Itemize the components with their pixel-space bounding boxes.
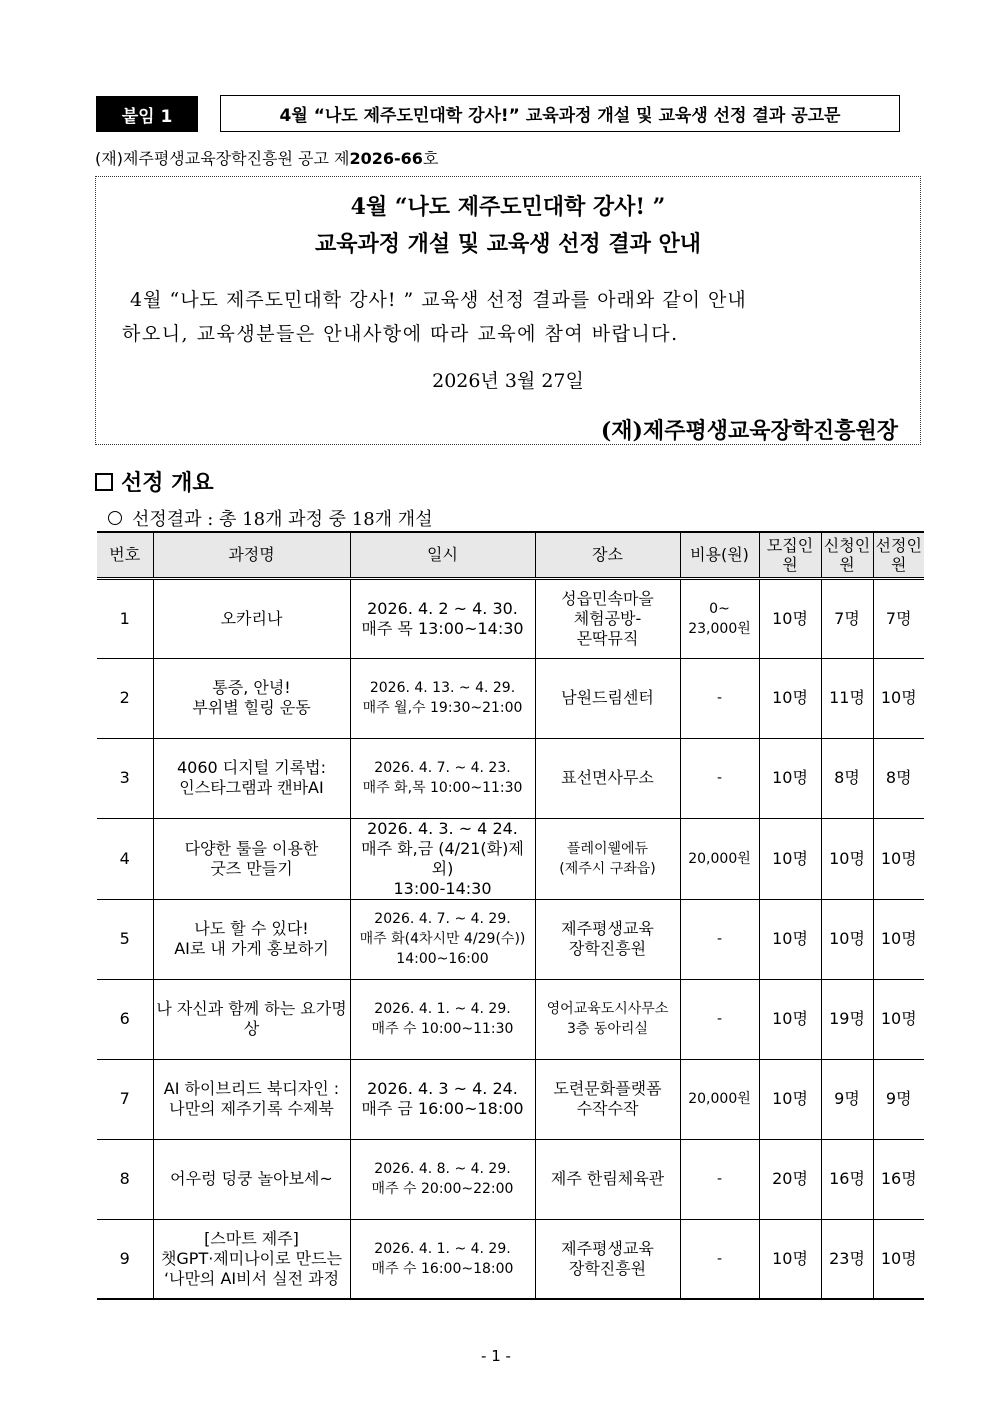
- cell-place-text: 장학진흥원: [568, 1258, 647, 1278]
- cell-course-text: ‘나만의 AI비서 실전 과정: [163, 1268, 340, 1288]
- column-header: [873, 532, 924, 578]
- cell-no-text: 7: [119, 1089, 130, 1108]
- table-row: [97, 818, 924, 899]
- cell-applied-text: 19명: [829, 1009, 865, 1028]
- cell-cost-text: -: [716, 1250, 723, 1267]
- cell-applied: [821, 899, 873, 979]
- column-header-text: 인원: [839, 535, 871, 574]
- cell-applied: [821, 818, 873, 899]
- column-header: [350, 532, 535, 578]
- result-summary: [108, 505, 433, 531]
- cell-applied: [821, 1139, 873, 1219]
- cell-selected-text: 9명: [885, 1089, 912, 1108]
- cell-capacity: [759, 1059, 821, 1139]
- cell-course-text: AI로 내 가게 홍보하기: [174, 939, 329, 958]
- cell-schedule-text: 2026. 4. 2 ~ 4. 30.: [367, 598, 518, 618]
- cell-place: [535, 738, 680, 818]
- cell-schedule-text: 14:00~16:00: [396, 951, 489, 967]
- cell-cost: [680, 818, 759, 899]
- cell-course: [153, 1139, 350, 1219]
- cell-applied: [821, 738, 873, 818]
- column-header: [153, 532, 350, 578]
- checkbox-square-icon: [95, 473, 113, 491]
- column-header-text: 장소: [592, 545, 623, 565]
- column-header-text: 일시: [427, 545, 458, 565]
- cell-cost-text: 0~: [709, 600, 730, 617]
- cell-cost-text: -: [716, 931, 723, 947]
- notice-suffix: 호: [422, 149, 439, 168]
- cell-place-text: 제주평생교육: [561, 919, 654, 938]
- cell-place-text: 영어교육도시사무소: [546, 1001, 669, 1017]
- cell-selected: [873, 979, 924, 1059]
- cell-cost-text: -: [716, 1011, 723, 1027]
- cell-cost: [680, 899, 759, 979]
- cell-no-text: 8: [119, 1169, 130, 1188]
- cell-no: [97, 979, 153, 1059]
- cell-schedule: [350, 738, 535, 818]
- cell-no: [97, 818, 153, 899]
- section-title: 선정 개요: [121, 471, 214, 496]
- table-row: [97, 899, 924, 979]
- cell-applied-text: 11명: [829, 688, 865, 707]
- cell-course-text: AI 하이브리드 북디자인 :: [163, 1079, 340, 1098]
- cell-course: [153, 1219, 350, 1299]
- column-header: [680, 532, 759, 578]
- cell-selected-text: 10명: [880, 1248, 917, 1268]
- cell-no-text: 2: [119, 688, 130, 707]
- cell-no-text: 5: [119, 929, 130, 948]
- cell-schedule: [350, 979, 535, 1059]
- column-header-text: 선정: [875, 535, 907, 555]
- cell-schedule: [350, 658, 535, 738]
- cell-applied-text: 7명: [834, 608, 860, 628]
- cell-course: [153, 738, 350, 818]
- cell-course: [153, 1059, 350, 1139]
- cell-capacity: [759, 658, 821, 738]
- cell-place: [535, 658, 680, 738]
- notice-prefix: (재)제주평생교육장학진흥원 공고 제: [95, 149, 350, 168]
- cell-schedule-text: 매주 화(4차시만 4/29(수)): [359, 931, 526, 947]
- attachment-badge: 붙임 1: [96, 96, 198, 132]
- cell-capacity-text: 10명: [772, 688, 808, 707]
- cell-course-text: 굿즈 만들기: [210, 858, 293, 878]
- cell-capacity: [759, 1219, 821, 1299]
- cell-course-text: 나만의 제주기록 수제북: [169, 1099, 334, 1118]
- cell-place-text: 표선면사무소: [561, 768, 654, 787]
- cell-course: [153, 658, 350, 738]
- cell-no-text: 6: [119, 1009, 130, 1028]
- cell-cost-text: -: [716, 690, 723, 706]
- cell-place-text: 체험공방-: [573, 608, 642, 628]
- cell-cost-text: -: [716, 1171, 723, 1187]
- cell-place-text: 제주평생교육: [561, 1238, 654, 1258]
- cell-schedule-text: 2026. 4. 3. ~ 4 24.: [367, 818, 518, 838]
- announcement-heading-1: 4월 “나도 제주도민대학 강사! ”: [350, 194, 666, 220]
- cell-course-text: 다양한 툴을 이용한: [184, 838, 319, 858]
- cell-schedule: [350, 899, 535, 979]
- cell-cost: [680, 1139, 759, 1219]
- announcement-signer: (재)제주평생교육장학진흥원장: [600, 418, 898, 444]
- table-row: [97, 578, 924, 658]
- column-header-text: 인원: [891, 535, 922, 574]
- cell-selected: [873, 1139, 924, 1219]
- cell-schedule-text: 2026. 4. 7. ~ 4. 23.: [374, 760, 511, 776]
- cell-capacity-text: 10명: [772, 608, 808, 628]
- result-summary-text: 선정결과 : 총 18개 과정 중 18개 개설: [132, 509, 433, 530]
- cell-capacity: [759, 578, 821, 658]
- cell-course: [153, 899, 350, 979]
- cell-cost: [680, 658, 759, 738]
- cell-course: [153, 979, 350, 1059]
- cell-place: [535, 1219, 680, 1299]
- cell-place-text: 3층 동아리실: [567, 1021, 648, 1037]
- cell-selected: [873, 738, 924, 818]
- cell-cost-text: 20,000원: [688, 1091, 751, 1107]
- cell-course-text: 나도 할 수 있다!: [194, 919, 309, 938]
- cell-place-text: 장학진흥원: [568, 939, 647, 958]
- cell-schedule-text: 매주 수 20:00~22:00: [371, 1181, 514, 1197]
- cell-schedule: [350, 1059, 535, 1139]
- cell-place-text: 몬딱뮤직: [576, 628, 639, 648]
- announcement-date: 2026년 3월 27일: [432, 370, 584, 392]
- cell-schedule-text: 2026. 4. 3 ~ 4. 24.: [367, 1079, 518, 1098]
- column-header: [535, 532, 680, 578]
- cell-capacity-text: 10명: [772, 768, 808, 787]
- column-header-text: 신청: [823, 535, 855, 555]
- cell-course-text: 어우렁 덩쿵 놀아보세~: [170, 1169, 333, 1188]
- cell-schedule: [350, 818, 535, 899]
- column-header-text: 번호: [109, 545, 141, 565]
- cell-no: [97, 578, 153, 658]
- cell-schedule-text: 13:00-14:30: [393, 878, 492, 898]
- cell-place: [535, 979, 680, 1059]
- cell-course-text: 인스타그램과 캔바AI: [179, 778, 324, 797]
- cell-applied: [821, 1059, 873, 1139]
- cell-course-text: 나 자신과 함께 하는 요가명상: [156, 999, 347, 1038]
- notice-number: [95, 146, 438, 169]
- cell-place-text: 성읍민속마을: [561, 588, 654, 608]
- cell-selected: [873, 818, 924, 899]
- cell-place: [535, 1059, 680, 1139]
- cell-place-text: 수작수작: [576, 1099, 639, 1118]
- cell-place-text: (제주시 구좌읍): [559, 860, 656, 877]
- cell-place: [535, 1139, 680, 1219]
- table-header-row: [97, 532, 924, 578]
- cell-selected: [873, 658, 924, 738]
- document-title: 4월 “나도 제주도민대학 강사!” 교육과정 개설 및 교육생 선정 결과 공고문: [220, 95, 900, 132]
- cell-course-text: 통증, 안녕!: [212, 678, 291, 697]
- cell-selected: [873, 899, 924, 979]
- table-row: [97, 1139, 924, 1219]
- cell-applied: [821, 658, 873, 738]
- cell-applied: [821, 1219, 873, 1299]
- cell-place-text: 도련문화플랫폼: [553, 1079, 662, 1098]
- cell-selected-text: 10명: [880, 1009, 917, 1028]
- cell-no-text: 4: [119, 848, 130, 868]
- cell-capacity: [759, 738, 821, 818]
- cell-capacity-text: 10명: [772, 929, 808, 948]
- cell-course-text: 챗GPT·제미나이로 만드는: [160, 1248, 343, 1268]
- cell-course-text: [스마트 제주]: [204, 1228, 299, 1248]
- cell-applied: [821, 578, 873, 658]
- cell-no: [97, 1219, 153, 1299]
- column-header-text: 과정명: [228, 545, 275, 565]
- cell-course-text: 오카리나: [220, 608, 283, 628]
- cell-no-text: 1: [119, 608, 130, 628]
- cell-place-text: 플레이웰에듀: [566, 840, 649, 857]
- cell-schedule: [350, 578, 535, 658]
- announcement-body-1: 4월 “나도 제주도민대학 강사! ” 교육생 선정 결과를 아래와 같이 안내: [130, 289, 747, 311]
- table-row: [97, 1059, 924, 1139]
- cell-selected-text: 10명: [880, 688, 917, 707]
- cell-cost-text: -: [716, 770, 723, 786]
- cell-capacity-text: 10명: [772, 1248, 808, 1268]
- notice-number-value: 2026-66: [349, 149, 423, 168]
- cell-schedule: [350, 1139, 535, 1219]
- cell-schedule-text: 매주 화,금 (4/21(화)제외): [361, 838, 524, 878]
- cell-schedule-text: 매주 수 10:00~11:30: [371, 1021, 514, 1037]
- cell-capacity: [759, 899, 821, 979]
- cell-schedule-text: 매주 월,수 19:30~21:00: [362, 700, 523, 716]
- cell-cost-text: 23,000원: [688, 620, 751, 637]
- announcement-body-2: 하오니, 교육생분들은 안내사항에 따라 교육에 참여 바랍니다.: [122, 323, 679, 345]
- cell-capacity-text: 10명: [772, 848, 808, 868]
- cell-place: [535, 578, 680, 658]
- cell-applied: [821, 979, 873, 1059]
- cell-course-text: 부위별 힐링 운동: [192, 698, 311, 717]
- cell-capacity-text: 10명: [772, 1089, 808, 1108]
- circle-bullet-icon: [108, 511, 122, 525]
- cell-applied-text: 10명: [829, 848, 865, 868]
- cell-no-text: 3: [119, 768, 130, 787]
- table-row: [97, 658, 924, 738]
- selection-table: [97, 531, 924, 1300]
- cell-applied-text: 23명: [829, 1248, 865, 1268]
- cell-place-text: 남원드림센터: [561, 688, 654, 707]
- cell-schedule-text: 매주 목 13:00~14:30: [361, 618, 524, 638]
- column-header-text: 모집: [766, 535, 798, 555]
- column-header-text: 비용(원): [690, 545, 749, 565]
- cell-place: [535, 818, 680, 899]
- announcement-heading-2: 교육과정 개설 및 교육생 선정 결과 안내: [315, 231, 701, 257]
- cell-course-text: 4060 디지털 기록법:: [176, 758, 327, 777]
- cell-schedule-text: 2026. 4. 7. ~ 4. 29.: [374, 911, 511, 927]
- section-heading: [95, 466, 214, 497]
- cell-schedule-text: 2026. 4. 8. ~ 4. 29.: [374, 1161, 511, 1177]
- cell-selected-text: 16명: [880, 1169, 917, 1188]
- cell-applied-text: 9명: [834, 1089, 860, 1108]
- page-number: - 1 -: [481, 1347, 511, 1365]
- cell-selected-text: 10명: [880, 929, 917, 948]
- cell-schedule: [350, 1219, 535, 1299]
- cell-course: [153, 578, 350, 658]
- cell-place-text: 제주 한림체육관: [550, 1169, 665, 1188]
- cell-cost: [680, 578, 759, 658]
- column-header: [821, 532, 873, 578]
- cell-no: [97, 1059, 153, 1139]
- cell-capacity-text: 20명: [772, 1169, 808, 1188]
- column-header-text: 인원: [782, 535, 814, 574]
- cell-applied-text: 10명: [829, 929, 865, 948]
- cell-schedule-text: 2026. 4. 1. ~ 4. 29.: [374, 1240, 511, 1257]
- cell-no-text: 9: [119, 1248, 130, 1268]
- cell-no: [97, 1139, 153, 1219]
- cell-cost: [680, 979, 759, 1059]
- cell-applied-text: 16명: [829, 1169, 865, 1188]
- cell-capacity: [759, 979, 821, 1059]
- cell-schedule-text: 2026. 4. 13. ~ 4. 29.: [369, 680, 516, 696]
- cell-no: [97, 658, 153, 738]
- cell-capacity: [759, 818, 821, 899]
- cell-capacity: [759, 1139, 821, 1219]
- table-row: [97, 1219, 924, 1299]
- cell-place: [535, 899, 680, 979]
- cell-selected: [873, 578, 924, 658]
- cell-cost: [680, 738, 759, 818]
- cell-selected-text: 7명: [885, 608, 912, 628]
- cell-selected: [873, 1059, 924, 1139]
- column-header: [97, 532, 153, 578]
- cell-selected: [873, 1219, 924, 1299]
- table-row: [97, 738, 924, 818]
- cell-schedule-text: 매주 금 16:00~18:00: [361, 1099, 524, 1118]
- cell-applied-text: 8명: [834, 768, 860, 787]
- column-header: [759, 532, 821, 578]
- cell-selected-text: 10명: [880, 848, 917, 868]
- cell-course: [153, 818, 350, 899]
- cell-no: [97, 738, 153, 818]
- cell-schedule-text: 매주 수 16:00~18:00: [371, 1260, 514, 1277]
- cell-schedule-text: 2026. 4. 1. ~ 4. 29.: [374, 1001, 511, 1017]
- cell-no: [97, 899, 153, 979]
- cell-schedule-text: 매주 화,목 10:00~11:30: [362, 780, 523, 796]
- table-row: [97, 979, 924, 1059]
- cell-capacity-text: 10명: [772, 1009, 808, 1028]
- cell-cost-text: 20,000원: [688, 850, 751, 867]
- cell-selected-text: 8명: [885, 768, 912, 787]
- cell-cost: [680, 1059, 759, 1139]
- cell-cost: [680, 1219, 759, 1299]
